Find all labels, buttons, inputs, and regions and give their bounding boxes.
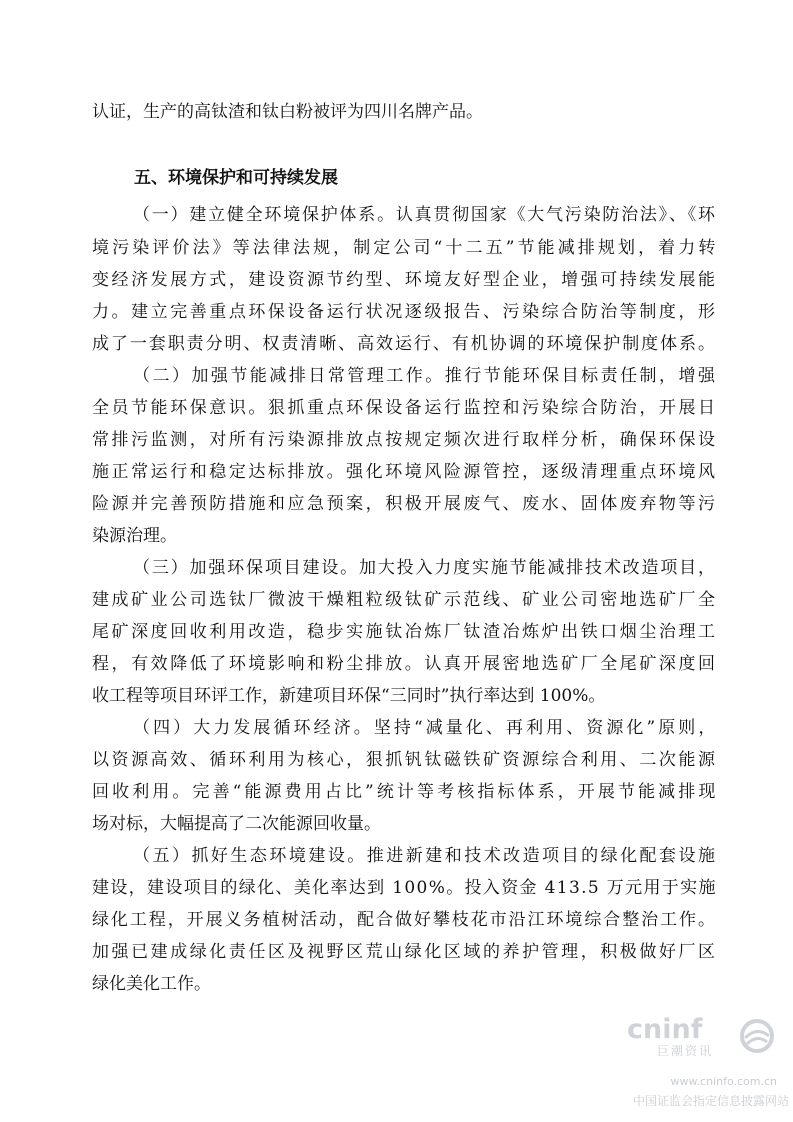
text-line: （三）加强环保项目建设。加大投入力度实施节能减排技术改造项目， bbox=[133, 558, 717, 578]
text-line: （二）加强节能减排日常管理工作。推行节能环保目标责任制，增强 bbox=[133, 366, 718, 386]
text-line: 加强已建成绿化责任区及视野区荒山绿化区域的养护管理，积极做好厂区 bbox=[92, 942, 718, 962]
text-line: 染源治理。 bbox=[92, 526, 177, 546]
text-line: 以资源高效、循环利用为核心，狠抓钒钛磁铁矿资源综合利用、二次能源 bbox=[92, 750, 718, 770]
text-line: 绿化美化工作。 bbox=[92, 974, 211, 994]
text-line: （五）抓好生态环境建设。推进新建和技术改造项目的绿化配套设施 bbox=[133, 846, 718, 866]
text-line: 绿化工程，开展义务植树活动，配合做好攀枝花市沿江环境综合整治工作。 bbox=[92, 910, 717, 930]
cninfo-watermark-logo bbox=[627, 1016, 777, 1056]
text-line: 境污染评价法》等法律法规，制定公司“十二五”节能减排规划，着力转 bbox=[92, 238, 719, 258]
text-line: 施正常运行和稳定达标排放。强化环境风险源管控，逐级清理重点环境风 bbox=[92, 462, 718, 482]
text-line: 成了一套职责分明、权责清晰、高效运行、有机协调的环境保护制度体系。 bbox=[92, 334, 717, 354]
text-line: 建设，建设项目的绿化、美化率达到 100%。投入资金 413.5 万元用于实施 bbox=[92, 878, 717, 898]
text-line: （四）大力发展循环经济。坚持“减量化、再利用、资源化”原则， bbox=[133, 718, 719, 738]
text-line: 收工程等项目环评工作，新建项目环保“三同时”执行率达到 100%。 bbox=[92, 686, 606, 706]
watermark-logo-cn: 巨潮资讯 bbox=[657, 1044, 714, 1058]
text-line: 尾矿深度回收利用改造，稳步实施钛冶炼厂钛渣冶炼炉出铁口烟尘治理工 bbox=[92, 622, 718, 642]
watermark-logo-text: cninf bbox=[627, 1014, 703, 1045]
text-line: 建成矿业公司选钛厂微波干燥粗粒级钛矿示范线、矿业公司密地选矿厂全 bbox=[92, 590, 718, 610]
swirl-logo-icon bbox=[739, 1018, 775, 1054]
text-line: 变经济发展方式，建设资源节约型、环境友好型企业，增强可持续发展能 bbox=[92, 270, 718, 290]
text-line: 认证，生产的高钛渣和钛白粉被评为四川名牌产品。 bbox=[92, 102, 483, 122]
text-line: （一）建立健全环境保护体系。认真贯彻国家《大气污染防治法》、《环 bbox=[133, 205, 717, 225]
text-line: 场对标，大幅提高了二次能源回收量。 bbox=[92, 814, 381, 834]
watermark-note: 中国证监会指定信息披露网站 bbox=[632, 1094, 789, 1108]
text-line: 力。建立完善重点环保设备运行状况逐级报告、污染综合防治等制度，形 bbox=[92, 302, 718, 322]
section-heading: 五、环境保护和可持续发展 bbox=[134, 168, 338, 188]
watermark-url: www.cninfo.com.cn bbox=[670, 1075, 777, 1088]
text-line: 全员节能环保意识。狠抓重点环保设备运行监控和污染综合防治，开展日 bbox=[92, 398, 718, 418]
text-line: 程，有效降低了环境影响和粉尘排放。认真开展密地选矿厂全尾矿深度回 bbox=[92, 654, 718, 674]
text-line: 回收利用。完善“能源费用占比”统计等考核指标体系，开展节能减排现 bbox=[92, 782, 719, 802]
text-line: 常排污监测，对所有污染源排放点按规定频次进行取样分析，确保环保设 bbox=[92, 430, 718, 450]
text-line: 险源并完善预防措施和应急预案，积极开展废气、废水、固体废弃物等污 bbox=[92, 494, 718, 514]
